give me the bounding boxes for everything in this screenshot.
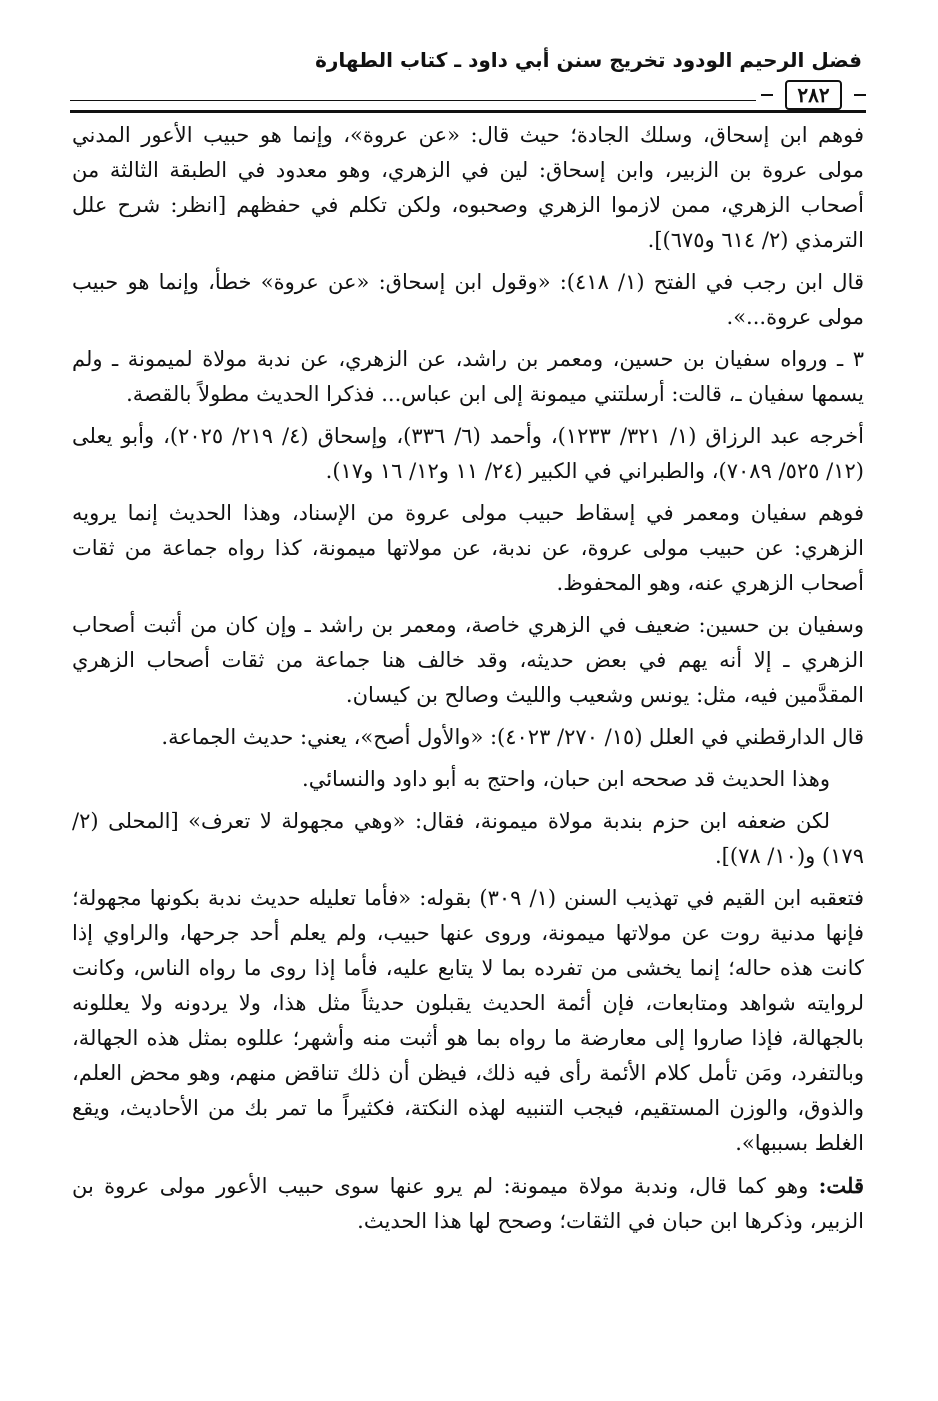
page-header [70,42,866,113]
paragraph-5: فوهم سفيان ومعمر في إسقاط حبيب مولى عروة من الإسناد، وهذا الحديث إنما يرويه الزهري: عن حبيب مولى عروة، عن ندبة، عن مولاتها ميمونة، كذا رواه جماعة من ثقات أصحاب الزهري عنه، وهو المحفوظ. [72,501,864,595]
paragraph-8: وهذا الحديث قد صححه ابن حبان، واحتج به أبو داود والنسائي. [302,767,830,791]
paragraph-4: أخرجه عبد الرزاق (١/ ٣٢١/ ١٢٣٣)، وأحمد (٦/ ٣٣٦)، وإسحاق (٤/ ٢١٩/ ٢٠٢٥)، وأبو يعلى (١٢/ ٥٢٥/ ٧٠٨٩)، والطبراني في الكبير (٢٤/ ١١ و١٢/ ١٦ و١٧). [72,424,864,483]
header-rule [70,100,756,109]
running-title: فضل الرحيم الودود تخريج سنن أبي داود ـ كتاب الطهارة [315,48,862,72]
paragraph-3: ٣ ـ ورواه سفيان بن حسين، ومعمر بن راشد، عن الزهري، عن ندبة مولاة لميمونة ـ ولم يسمها سفيان ـ، قالت: أرسلتني ميمونة إلى ابن عباس... فذكرا الحديث مطولاً بالقصة. [72,347,864,406]
page-body [72,118,864,1246]
paragraph-6: وسفيان بن حسين: ضعيف في الزهري خاصة، ومعمر بن راشد ـ وإن كان من أثبت أصحاب الزهري ـ إلا أنه يهم في بعض حديثه، وقد خالف هنا جماعة من ثقات أصحاب الزهري المقدَّمين فيه، مثل: يونس وشعيب والليث وصالح بن كيسان. [72,613,864,707]
final-note [72,1168,864,1239]
paragraph-10: فتعقبه ابن القيم في تهذيب السنن (١/ ٣٠٩) بقوله: «فأما تعليله حديث ندبة بكونها مجهولة؛ فإنها مدنية روت عن مولاتها ميمونة، وروى عنها حبيب، ولم يعلم أحد جرحها، والراوي إذا كانت هذه حاله؛ إنما يخشى من تفرده بما لا يتابع عليه، فأما إذا روى ما رواه الناس، وكانت لروايته شواهد ومتابعات، فإن أئمة الحديث يقبلون حديثاً مثل هذا، ولا يردونه ولا يعللونه بالجهالة، فإذا صاروا إلى معارضة ما رواه بما هو أثبت منه وأشهر؛ عللوه بمثل هذه الجهالة، وبالتفرد، ومَن تأمل كلام الأئمة رأى فيه ذلك، فيظن أن ذلك تناقض منهم، وهو محض العلم، والذوق، والوزن المستقيم، فيجب التنبيه لهذه النكتة، فكثيراً ما تمر بك من الأحاديث، ويقع الغلط بسببها». [72,886,864,1155]
paragraph-9: لكن ضعفه ابن حزم بندبة مولاة ميمونة، فقال: «وهي مجهولة لا تعرف» [المحلى (٢/ ١٧٩) و(١٠/ ٧٨)]. [72,809,864,868]
page-number-frame [761,82,866,108]
paragraph-2: قال ابن رجب في الفتح (١/ ٤١٨): «وقول ابن إسحاق: «عن عروة» خطأ، وإنما هو حبيب مولى عروة...». [72,270,864,329]
paragraph-1: فوهم ابن إسحاق، وسلك الجادة؛ حيث قال: «عن عروة»، وإنما هو حبيب الأعور المدني مولى عروة بن الزبير، وابن إسحاق: لين في الزهري، وهو معدود في الطبقة الثالثة من أصحاب الزهري، ممن لازموا الزهري وصحبوه، ولكن تكلم في حفظهم [انظر: شرح علل الترمذي (٢/ ٦١٤ و٦٧٥)]. [72,123,864,252]
paragraph-7: قال الدارقطني في العلل (١٥/ ٢٧٠/ ٤٠٢٣): «والأول أصح»، يعني: حديث الجماعة. [161,725,864,749]
page-number: ٢٨٢ [785,80,841,110]
final-note-text: وهو كما قال، وندبة مولاة ميمونة: لم يرو عنها سوى حبيب الأعور مولى عروة بن الزبير، وذكرها ابن حبان في الثقات؛ وصحح لها هذا الحديث. [72,1174,864,1233]
final-note-label: قلت: [818,1173,864,1198]
